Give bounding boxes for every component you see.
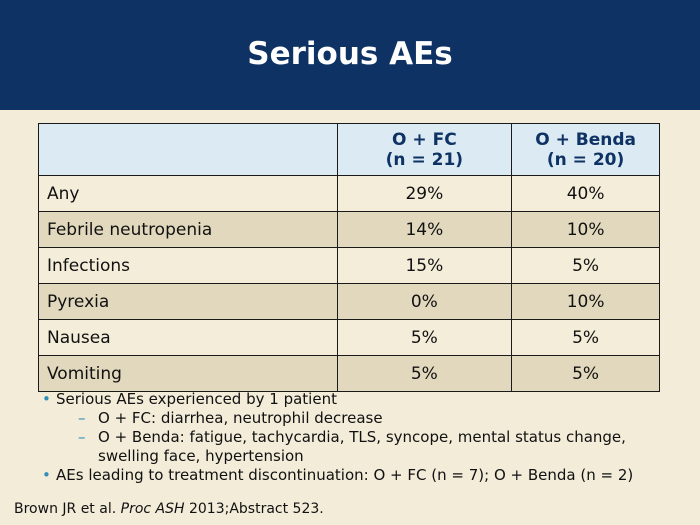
table-row — [39, 176, 660, 212]
bullet-item — [40, 466, 680, 485]
header-o-benda-line1: O + Benda — [535, 129, 636, 150]
o-fc-value: 5% — [337, 356, 512, 392]
sub-bullet-item — [40, 428, 680, 466]
o-benda-value: 5% — [512, 356, 660, 392]
dash-icon: – — [78, 409, 86, 427]
table-row — [39, 212, 660, 248]
reference-citation — [14, 501, 324, 517]
table-row — [39, 248, 660, 284]
bullet-text: Serious AEs experienced by 1 patient — [56, 390, 337, 408]
bullet-dot-icon: • — [42, 390, 51, 408]
slide-title: Serious AEs — [247, 36, 453, 72]
header-o-benda-line2: (n = 20) — [546, 149, 625, 170]
o-benda-value: 10% — [512, 284, 660, 320]
serious-aes-table — [38, 123, 660, 392]
o-fc-value: 15% — [337, 248, 512, 284]
o-benda-value: 5% — [512, 320, 660, 356]
row-label: Vomiting — [39, 356, 338, 392]
sub-bullet-text-line2: swelling face, hypertension — [98, 447, 304, 465]
row-label: Nausea — [39, 320, 338, 356]
o-fc-value: 0% — [337, 284, 512, 320]
sub-bullet-item — [40, 409, 680, 428]
table-row — [39, 320, 660, 356]
o-benda-value: 40% — [512, 176, 660, 212]
header-o-benda — [512, 124, 660, 176]
o-benda-value: 5% — [512, 248, 660, 284]
header-o-fc-line2: (n = 21) — [385, 149, 464, 170]
bullet-dot-icon: • — [42, 466, 51, 484]
o-fc-value: 14% — [337, 212, 512, 248]
table-header-row — [39, 124, 660, 176]
dash-icon: – — [78, 428, 86, 446]
bullet-item — [40, 390, 680, 409]
table-row — [39, 356, 660, 392]
reference-authors: Brown JR et al. — [14, 501, 121, 517]
header-empty-cell — [39, 124, 338, 176]
bullet-text: AEs leading to treatment discontinuation: O + FC (n = 7); O + Benda (n = 2) — [56, 466, 634, 484]
table-row — [39, 284, 660, 320]
reference-rest: 2013;Abstract 523. — [184, 501, 324, 517]
sub-bullet-text-line1: O + Benda: fatigue, tachycardia, TLS, syncope, mental status change, — [98, 428, 626, 446]
row-label: Infections — [39, 248, 338, 284]
row-label: Any — [39, 176, 338, 212]
o-fc-value: 29% — [337, 176, 512, 212]
header-o-fc — [337, 124, 512, 176]
o-fc-value: 5% — [337, 320, 512, 356]
reference-journal: Proc ASH — [120, 501, 185, 517]
row-label: Febrile neutropenia — [39, 212, 338, 248]
o-benda-value: 10% — [512, 212, 660, 248]
row-label: Pyrexia — [39, 284, 338, 320]
sub-bullet-text: O + FC: diarrhea, neutrophil decrease — [98, 409, 383, 427]
header-o-fc-line1: O + FC — [392, 129, 457, 150]
bullet-list — [40, 390, 680, 485]
